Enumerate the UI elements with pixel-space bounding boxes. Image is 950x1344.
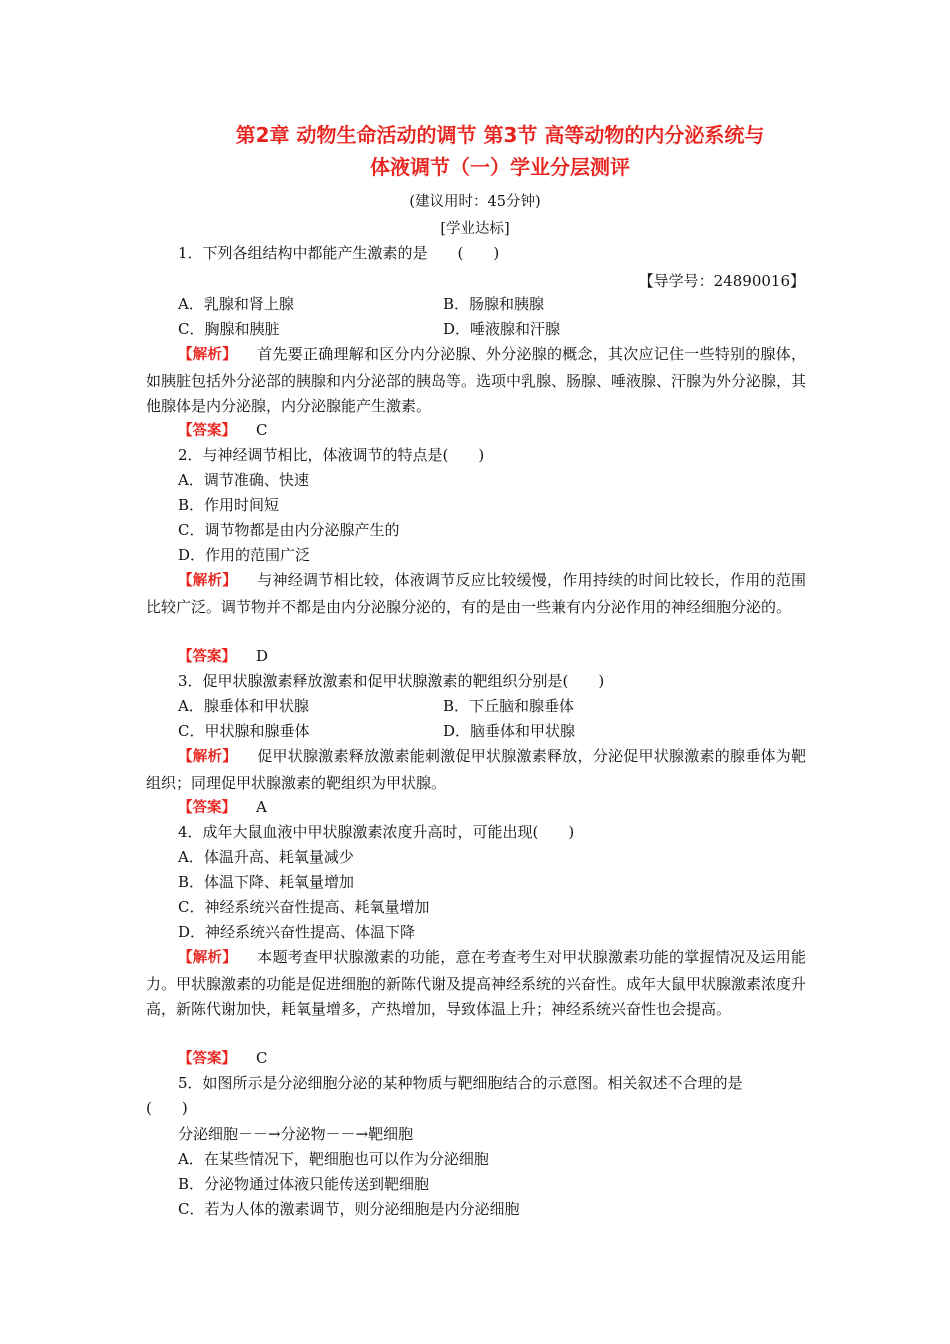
q2-option-a: A．调节准确、快速 [178, 471, 309, 489]
q3-options-row-2 [178, 721, 838, 741]
q1-analysis-text: 首先要正确理解和区分内分泌腺、外分泌腺的概念，其次应记住一些特别的腺体，如胰脏包括外分泌部的胰腺和内分泌部的胰岛等。选项中乳腺、肠腺、唾液腺、汗腺为外分泌腺，其他腺体是内分泌腺，内分泌腺能产生激素。 [146, 345, 807, 415]
answer-tag: 【答案】 [178, 800, 236, 816]
q2-analysis-text: 与神经调节相比较，体液调节反应比较缓慢，作用持续的时间比较长，作用的范围比较广泛。调节物并不都是由内分泌腺分泌的，有的是由一些兼有内分泌作用的神经细胞分泌的。 [146, 571, 806, 616]
q5-option-c: C．若为人体的激素调节，则分泌细胞是内分泌细胞 [178, 1200, 520, 1218]
q5-option-a: A．在某些情况下，靶细胞也可以作为分泌细胞 [178, 1150, 489, 1168]
q3-stem: 3．促甲状腺激素释放激素和促甲状腺激素的靶组织分别是( ) [178, 672, 605, 690]
q5-stem-line-1: 5．如图所示是分泌细胞分泌的某种物质与靶细胞结合的示意图。相关叙述不合理的是 [178, 1074, 743, 1092]
q1-answer [178, 420, 838, 441]
q1-analysis [146, 342, 806, 420]
q3-analysis [146, 744, 806, 796]
time-note: (建议用时：45分钟) [409, 194, 541, 210]
analysis-tag: 【解析】 [178, 347, 237, 363]
q4-option-c: C．神经系统兴奋性提高、耗氧量增加 [178, 898, 430, 916]
analysis-tag: 【解析】 [178, 573, 237, 589]
q4-answer [178, 1048, 838, 1069]
q1-answer-value: C [256, 421, 268, 439]
q2-option-d: D．作用的范围广泛 [178, 546, 311, 564]
page-title-line-2: 体液调节（一）学业分层测评 [370, 155, 630, 179]
q3-options-row-1 [178, 696, 838, 716]
q4-option-a: A．体温升高、耗氧量减少 [178, 848, 354, 866]
answer-tag: 【答案】 [178, 649, 236, 665]
q4-option-d: D．神经系统兴奋性提高、体温下降 [178, 923, 416, 941]
q1-options-row-2 [178, 319, 838, 339]
q5-stem-line-2: ( ) [146, 1099, 188, 1117]
page-title-line-1: 第2章 动物生命活动的调节 第3节 高等动物的内分泌系统与 [235, 123, 765, 147]
q1-option-b: B．肠腺和胰腺 [443, 295, 545, 313]
q4-option-b: B．体温下降、耗氧量增加 [178, 873, 355, 891]
q3-option-d: D．脑垂体和甲状腺 [443, 722, 576, 740]
answer-tag: 【答案】 [178, 423, 236, 439]
q4-stem: 4．成年大鼠血液中甲状腺激素浓度升高时，可能出现( ) [178, 823, 575, 841]
answer-tag: 【答案】 [178, 1051, 236, 1067]
q4-analysis [146, 945, 806, 1023]
q3-option-b: B．下丘脑和腺垂体 [443, 697, 575, 715]
q3-option-c: C．甲状腺和腺垂体 [178, 722, 310, 740]
q4-analysis-text: 本题考查甲状腺激素的功能，意在考查考生对甲状腺激素功能的掌握情况及运用能力。甲状腺激素的功能是促进细胞的新陈代谢及提高神经系统的兴奋性。成年大鼠甲状腺激素浓度升高，新陈代谢加快，耗氧量增多，产热增加，导致体温上升；神经系统兴奋性也会提高。 [146, 948, 807, 1018]
guide-number: 【导学号：24890016】 [638, 272, 805, 290]
q2-option-c: C．调节物都是由内分泌腺产生的 [178, 521, 400, 539]
q2-answer-value: D [256, 647, 269, 665]
q2-analysis [146, 568, 806, 620]
analysis-tag: 【解析】 [178, 749, 237, 765]
q1-option-d: D．唾液腺和汗腺 [443, 320, 561, 338]
q3-analysis-text: 促甲状腺激素释放激素能刺激促甲状腺激素释放，分泌促甲状腺激素的腺垂体为靶组织；同理促甲状腺激素的靶组织为甲状腺。 [146, 747, 806, 792]
q2-stem: 2．与神经调节相比，体液调节的特点是( ) [178, 446, 485, 464]
q4-answer-value: C [256, 1049, 268, 1067]
q1-option-c: C．胸腺和胰脏 [178, 320, 280, 338]
q2-option-b: B．作用时间短 [178, 496, 280, 514]
q1-stem: 1．下列各组结构中都能产生激素的是 ( ) [178, 244, 500, 262]
analysis-tag: 【解析】 [178, 950, 237, 966]
q5-figure: 分泌细胞－－→分泌物－－→靶细胞 [178, 1125, 414, 1143]
section-heading: [学业达标] [440, 221, 510, 237]
q2-answer [178, 646, 838, 667]
q3-answer-value: A [256, 798, 267, 816]
q3-option-a: A．腺垂体和甲状腺 [178, 697, 309, 715]
q1-options-row-1 [178, 294, 838, 314]
q3-answer [178, 797, 838, 818]
q1-option-a: A．乳腺和肾上腺 [178, 295, 294, 313]
q5-option-b: B．分泌物通过体液只能传送到靶细胞 [178, 1175, 430, 1193]
